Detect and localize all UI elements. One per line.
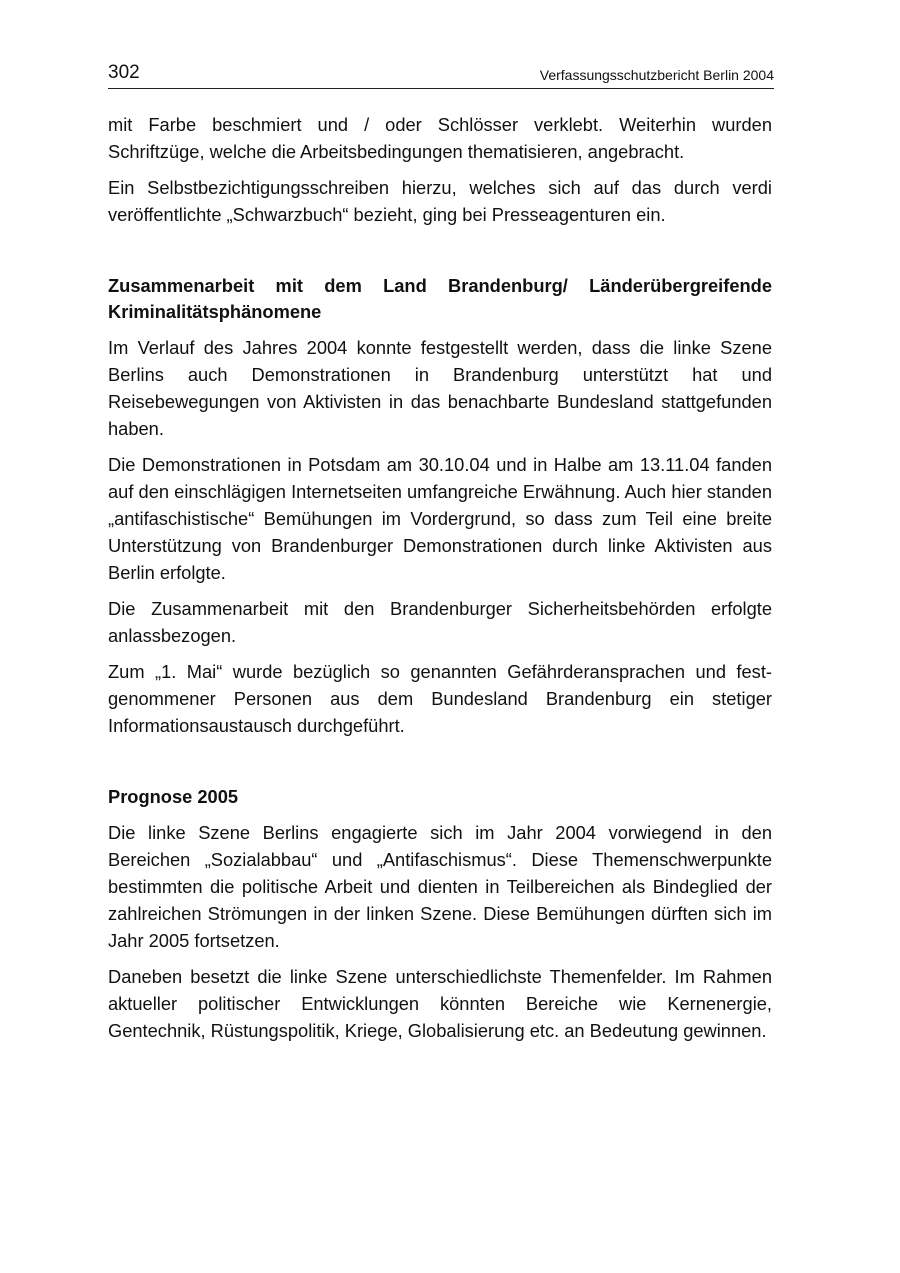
- body-paragraph: Die linke Szene Berlins engagierte sich im Jahr 2004 vorwiegend in den Bereichen „Sozialabbau“ und „Antifaschismus“. Diese Themenschwerpunkte bestimmten die politische Arbeit und dienten in Teilbereichen als Bindeglied der zahlreichen Strömungen in der linken Szene. Diese Bemühungen dürften sich im Jahr 2005 fortsetzen.: [108, 822, 772, 951]
- page-number: 302: [108, 62, 140, 83]
- body-paragraph: Die Demonstrationen in Potsdam am 30.10.04 und in Halbe am 13.11.04 fanden auf den einschlägigen Internetseiten umfangreiche Erwähnung. Auch hier standen „antifaschistische“ Bemühungen im Vordergrund, so dass zum Teil eine breite Unterstützung von Brandenburger Demonstrationen durch linke Aktivisten aus Berlin erfolgte.: [108, 454, 772, 583]
- section-spacer: [108, 748, 772, 784]
- body-paragraph: Im Verlauf des Jahres 2004 konnte festgestellt werden, dass die linke Szene Berlins auch Demonstrationen in Brandenburg unterstützt hat und Reisebewegungen von Aktivisten in das benachbarte Bundesland stattgefunden haben.: [108, 337, 772, 439]
- page-content: [108, 111, 772, 1053]
- body-paragraph: Die Zusammenarbeit mit den Brandenburger Sicherheitsbehörden erfolgte anlassbezogen.: [108, 598, 772, 646]
- body-paragraph: Zum „1. Mai“ wurde bezüglich so genannten Gefährderansprachen und festgenommener Personen aus dem Bundesland Brandenburg ein stetiger Informationsaustausch durchgeführt.: [108, 661, 772, 736]
- body-paragraph: Ein Selbstbezichtigungsschreiben hierzu, welches sich auf das durch verdi veröffentlichte „Schwarzbuch“ bezieht, ging bei Presseagenturen ein.: [108, 177, 772, 225]
- body-paragraph: mit Farbe beschmiert und / oder Schlösser verklebt. Weiterhin wurden Schriftzüge, welche die Arbeitsbedingungen thematisieren, angebracht.: [108, 114, 772, 162]
- page-header: [108, 62, 774, 89]
- section-spacer: [108, 237, 772, 273]
- running-title: Verfassungsschutzbericht Berlin 2004: [539, 67, 774, 83]
- section-heading-prognose: Prognose 2005: [108, 786, 239, 807]
- section-heading-brandenburg: Zusammenarbeit mit dem Land Brandenburg/ Länderübergreifende Kriminalitätsphänomene: [108, 275, 772, 322]
- body-paragraph: Daneben besetzt die linke Szene unterschiedlichste Themenfelder. Im Rahmen aktueller politischer Entwicklungen könnten Bereiche wie Kernenergie, Gentechnik, Rüstungspolitik, Kriege, Globalisierung etc. an Bedeutung gewinnen.: [108, 966, 772, 1041]
